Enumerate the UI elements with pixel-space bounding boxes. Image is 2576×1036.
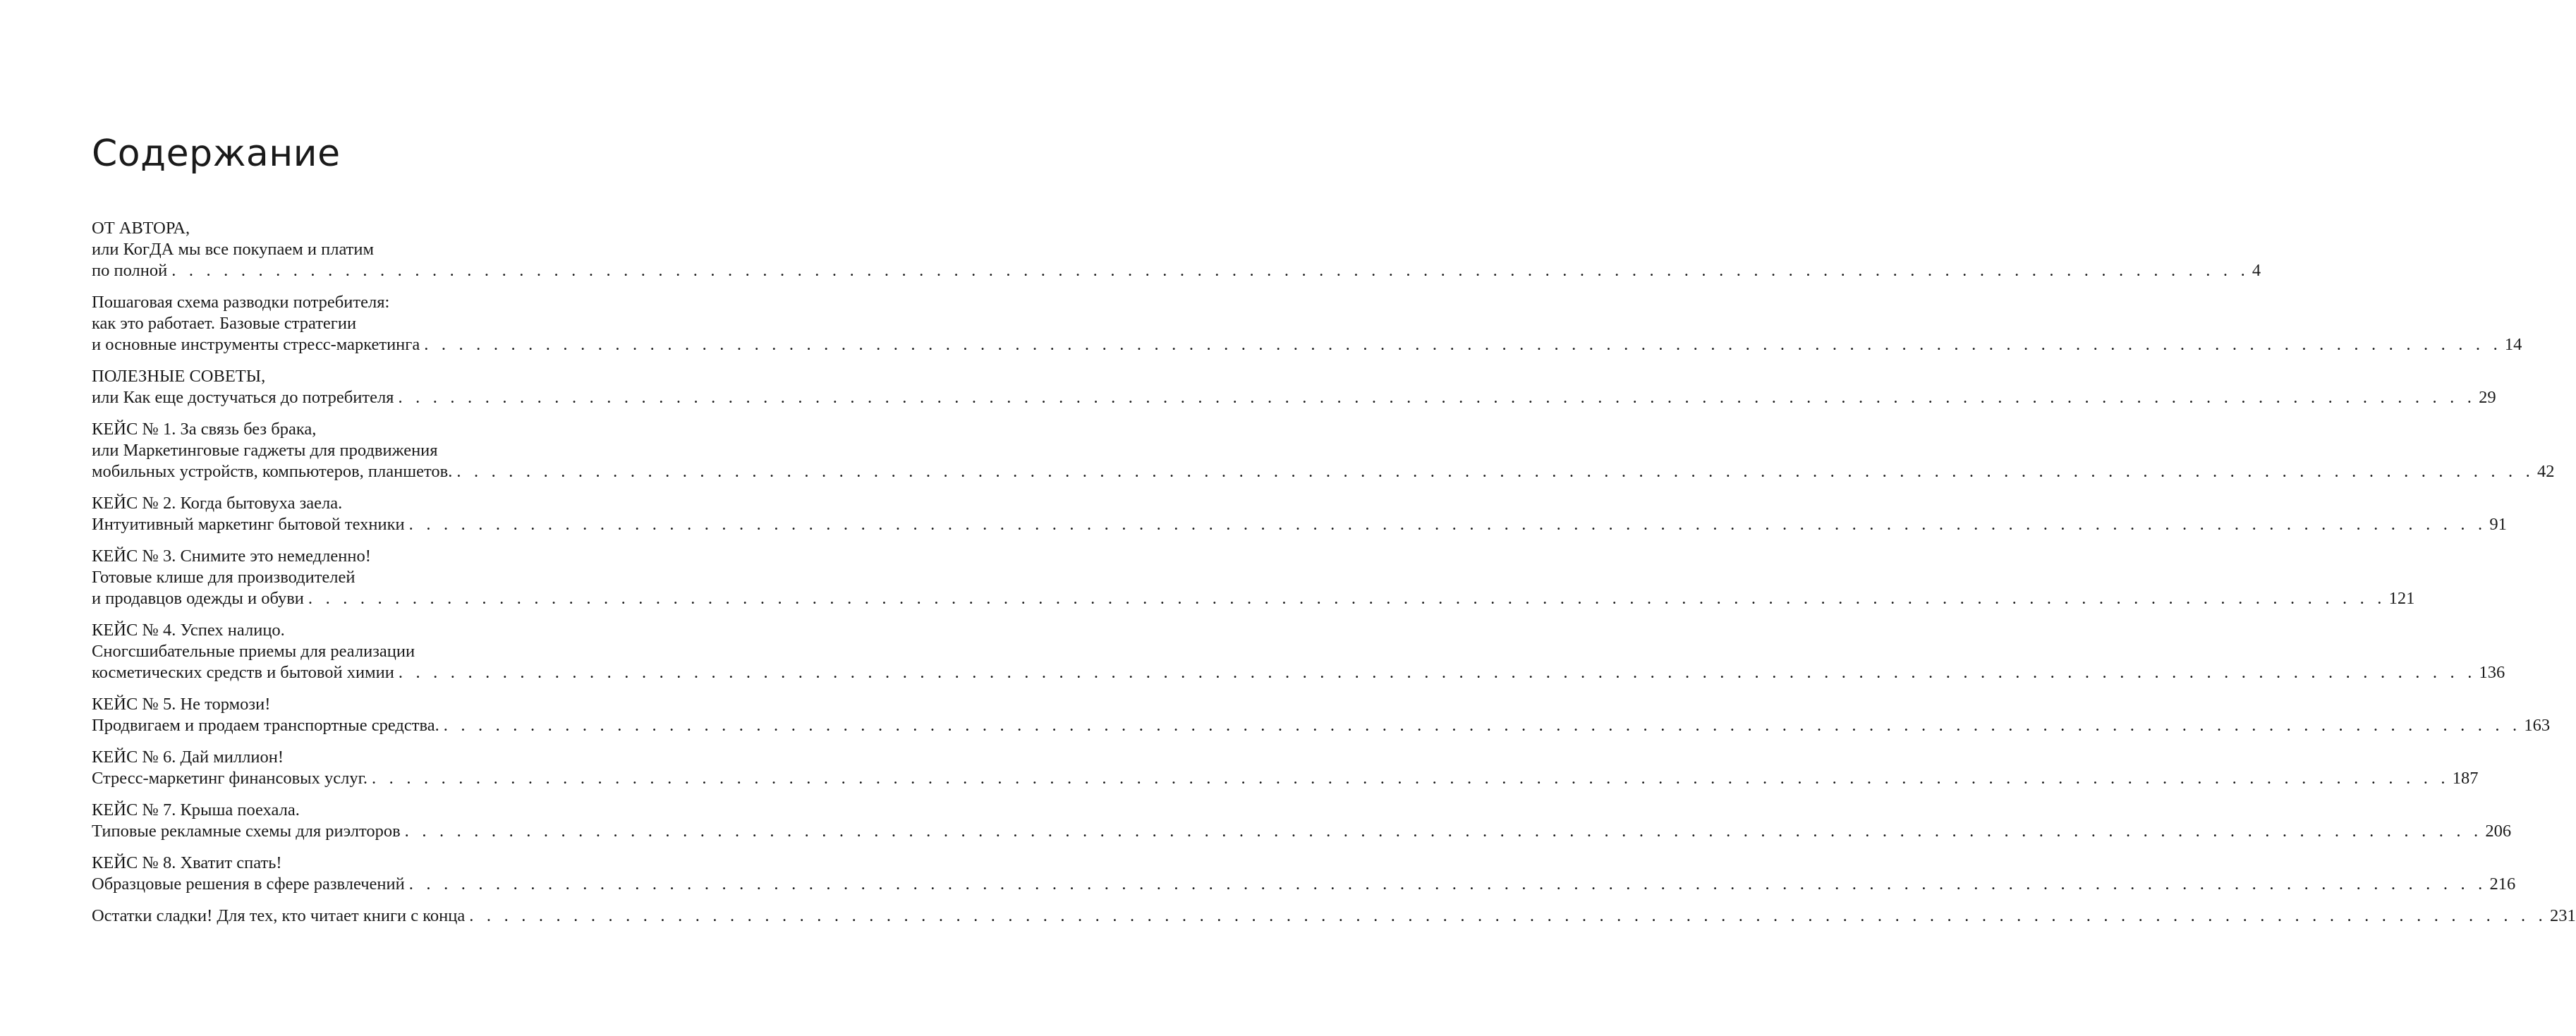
toc-entry-line: КЕЙС № 6. Дай миллион! — [92, 748, 284, 767]
page-number: 163 — [2524, 716, 2551, 735]
toc-entry-line: Продвигаем и продаем транспортные средства. — [92, 716, 439, 735]
toc-entry-line: КЕЙС № 2. Когда бытовуха заела. — [92, 494, 343, 513]
toc-entry-last-line — [92, 387, 2496, 408]
dot-leader: . . . . . . . . . . . . . . . . . . . . . . . . . . . . . . . . . . . . . . . . . . . . . . . . . . . . . . . . . . . . . . . . . . . . . . . . . . . . . . . . . . . . . . . . . . . . . . . . . . . . . . . . . . . . . . . . . . . . . . . . — [404, 822, 2483, 841]
toc-entry[interactable] — [92, 800, 2512, 842]
toc-entry-last-line — [92, 334, 2522, 355]
toc-entry-last-line — [92, 662, 2505, 683]
toc-entry-line: по полной — [92, 261, 168, 280]
toc-entry[interactable] — [92, 747, 2479, 789]
toc-entry[interactable] — [92, 620, 2505, 683]
page-number: 231 — [2549, 906, 2576, 925]
dot-leader: . . . . . . . . . . . . . . . . . . . . . . . . . . . . . . . . . . . . . . . . . . . . . . . . . . . . . . . . . . . . . . . . . . . . . . . . . . . . . . . . . . . . . . . . . . . . . . . . . . . . . . . . . . . . . . . . . . . . . . . . — [443, 716, 2522, 735]
toc-entry-line: Интуитивный маркетинг бытовой техники — [92, 515, 405, 534]
toc-entry-line: КЕЙС № 5. Не тормози! — [92, 695, 271, 714]
toc-entry-last-line — [92, 260, 2261, 281]
page-number: 29 — [2479, 388, 2496, 407]
toc-entry-last-line — [92, 514, 2507, 535]
toc-entry-line: КЕЙС № 1. За связь без брака, — [92, 420, 317, 439]
toc-entry-line: Сногсшибательные приемы для реализации — [92, 642, 415, 661]
toc-entry-last-line — [92, 768, 2479, 789]
toc-entry-line: КЕЙС № 3. Снимите это немедленно! — [92, 547, 371, 566]
dot-leader: . . . . . . . . . . . . . . . . . . . . . . . . . . . . . . . . . . . . . . . . . . . . . . . . . . . . . . . . . . . . . . . . . . . . . . . . . . . . . . . . . . . . . . . . . . . . . . . . . . . . . . . . . . . . . . . . . . . . . . . . — [424, 335, 2502, 354]
toc-entry-last-line — [92, 715, 2551, 736]
toc-entry-line: или Маркетинговые гаджеты для продвижения — [92, 441, 438, 460]
page-number: 4 — [2252, 261, 2261, 280]
page-number: 42 — [2537, 462, 2555, 481]
toc-entry[interactable] — [92, 906, 2576, 927]
toc-entry-last-line — [92, 461, 2555, 482]
toc-entry-last-line — [92, 906, 2576, 927]
toc-entry-line: и продавцов одежды и обуви — [92, 589, 304, 608]
toc-entry-line: или КогДА мы все покупаем и платим — [92, 240, 375, 259]
dot-leader: . . . . . . . . . . . . . . . . . . . . . . . . . . . . . . . . . . . . . . . . . . . . . . . . . . . . . . . . . . . . . . . . . . . . . . . . . . . . . . . . . . . . . . . . . . . . . . . . . . . . . . . . . . . . . . . . . . . . . . . . — [308, 589, 2386, 608]
toc-entry-line: или Как еще достучаться до потребителя — [92, 388, 394, 407]
page-number: 206 — [2485, 822, 2512, 841]
toc-entry[interactable] — [92, 218, 2261, 281]
dot-leader: . . . . . . . . . . . . . . . . . . . . . . . . . . . . . . . . . . . . . . . . . . . . . . . . . . . . . . . . . . . . . . . . . . . . . . . . . . . . . . . . . . . . . . . . . . . . . . . . . . . . . . . . . . . . . . . . . . . . . . . . — [469, 906, 2547, 925]
toc-entry-line: Пошаговая схема разводки потребителя: — [92, 293, 390, 312]
toc-entry-line: мобильных устройств, компьютеров, планшетов. — [92, 462, 453, 481]
dot-leader: . . . . . . . . . . . . . . . . . . . . . . . . . . . . . . . . . . . . . . . . . . . . . . . . . . . . . . . . . . . . . . . . . . . . . . . . . . . . . . . . . . . . . . . . . . . . . . . . . . . . . . . . . . . . . . . . . . . . . . . . — [456, 462, 2535, 481]
page-number: 121 — [2388, 589, 2415, 608]
toc-entry-line: КЕЙС № 4. Успех налицо. — [92, 621, 285, 640]
toc-entry-line: КЕЙС № 8. Хватит спать! — [92, 853, 282, 872]
toc-entry[interactable] — [92, 853, 2516, 895]
toc-entry-line: косметических средств и бытовой химии — [92, 663, 394, 682]
toc-entry[interactable] — [92, 419, 2555, 482]
toc-entry-line: Остатки сладки! Для тех, кто читает книги с конца — [92, 906, 466, 925]
toc-entry-last-line — [92, 588, 2415, 609]
page-number: 14 — [2504, 335, 2522, 354]
toc-entry-last-line — [92, 821, 2512, 842]
page-title: Содержание — [92, 133, 341, 175]
toc-entry-line: Готовые клише для производителей — [92, 568, 356, 587]
page-number: 91 — [2489, 515, 2507, 534]
toc-entry[interactable] — [92, 493, 2507, 535]
toc-entry[interactable] — [92, 694, 2551, 736]
toc-entry[interactable] — [92, 366, 2496, 408]
page-number: 187 — [2452, 769, 2479, 788]
page-number: 216 — [2489, 874, 2516, 894]
dot-leader: . . . . . . . . . . . . . . . . . . . . . . . . . . . . . . . . . . . . . . . . . . . . . . . . . . . . . . . . . . . . . . . . . . . . . . . . . . . . . . . . . . . . . . . . . . . . . . . . . . . . . . . . . . . . . . . . . . . . . . . . — [372, 769, 2450, 788]
toc-entry-line: ОТ АВТОРА, — [92, 219, 190, 238]
toc-entry-line: ПОЛЕЗНЫЕ СОВЕТЫ, — [92, 367, 266, 386]
dot-leader: . . . . . . . . . . . . . . . . . . . . . . . . . . . . . . . . . . . . . . . . . . . . . . . . . . . . . . . . . . . . . . . . . . . . . . . . . . . . . . . . . . . . . . . . . . . . . . . . . . . . . . . . . . . . . . . . . . . . . . . . — [398, 388, 2477, 407]
toc-entry-line: как это работает. Базовые стратегии — [92, 314, 357, 333]
dot-leader: . . . . . . . . . . . . . . . . . . . . . . . . . . . . . . . . . . . . . . . . . . . . . . . . . . . . . . . . . . . . . . . . . . . . . . . . . . . . . . . . . . . . . . . . . . . . . . . . . . . . . . . . . . . . . . . . . . . . . . . . — [408, 874, 2487, 894]
toc-entry-line: Стресс-маркетинг финансовых услуг. — [92, 769, 368, 788]
toc-entry-last-line — [92, 874, 2516, 895]
toc-list — [92, 218, 2576, 937]
toc-entry[interactable] — [92, 546, 2415, 609]
page-number: 136 — [2479, 663, 2505, 682]
dot-leader: . . . . . . . . . . . . . . . . . . . . . . . . . . . . . . . . . . . . . . . . . . . . . . . . . . . . . . . . . . . . . . . . . . . . . . . . . . . . . . . . . . . . . . . . . . . . . . . . . . . . . . . . . . . . . . . . . . . . . . . . — [408, 515, 2487, 534]
dot-leader: . . . . . . . . . . . . . . . . . . . . . . . . . . . . . . . . . . . . . . . . . . . . . . . . . . . . . . . . . . . . . . . . . . . . . . . . . . . . . . . . . . . . . . . . . . . . . . . . . . . . . . . . . . . . . . . . . . . . . . . . — [171, 261, 2249, 280]
toc-entry[interactable] — [92, 292, 2522, 355]
toc-entry-line: КЕЙС № 7. Крыша поехала. — [92, 800, 300, 819]
toc-entry-line: Образцовые решения в сфере развлечений — [92, 874, 405, 894]
toc-entry-line: Типовые рекламные схемы для риэлторов — [92, 822, 401, 841]
toc-entry-line: и основные инструменты стресс-маркетинга — [92, 335, 420, 354]
dot-leader: . . . . . . . . . . . . . . . . . . . . . . . . . . . . . . . . . . . . . . . . . . . . . . . . . . . . . . . . . . . . . . . . . . . . . . . . . . . . . . . . . . . . . . . . . . . . . . . . . . . . . . . . . . . . . . . . . . . . . . . . — [398, 663, 2477, 682]
